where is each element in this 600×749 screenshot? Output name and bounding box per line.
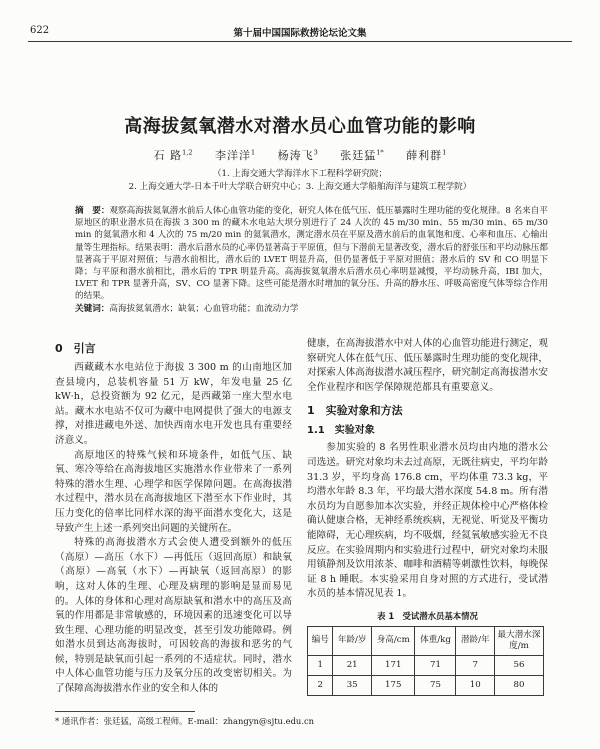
- author: [406, 149, 446, 162]
- table-header-cell: 最大潜水深度/m: [495, 626, 544, 655]
- table-caption: 表 1 受试潜水员基本情况: [377, 610, 478, 621]
- table-header-cell: 身高/cm: [371, 626, 415, 655]
- table-cell: 171: [371, 655, 415, 675]
- author-affiliation-mark: 3: [313, 148, 318, 157]
- abstract: [75, 205, 548, 303]
- subsection-heading-subjects: 1.1 实验对象: [307, 425, 375, 437]
- table-cell: 1: [308, 655, 333, 675]
- abstract-label: 摘 要：: [75, 206, 110, 216]
- table-row: [308, 655, 544, 675]
- paragraph: 高原地区的特殊气候和环境条件，如低气压、缺氧、寒冷等给在高海拔地区实施潜水作业带来了一系列特殊的潜水生理、心理学和医学保障问题。在高海拔潜水过程中，潜水员在高海拔地区下潜至水下作业时，其压力变化的倍率比同样水深的海平面潜水变化大，这是导致产生上述一系列突出问题的关键所在。: [55, 449, 292, 534]
- table-cell: 75: [415, 675, 456, 695]
- author-name: 杨涛飞: [277, 149, 314, 162]
- paragraph-continuation: 健康，在高海拔潜水中对人体的心血管功能进行测定，观察研究人体在低气压、低压暴露时生理功能的变化规律，对探索人体高海拔潜水减压程序，研究制定高海拔潜水安全作业程序和医学保障规范都具有重要意义。: [307, 338, 548, 393]
- affiliations: [0, 168, 600, 194]
- table-cell: 21: [333, 655, 372, 675]
- right-column: [307, 337, 548, 697]
- author-affiliation-mark: 1: [251, 148, 256, 157]
- author-affiliation-mark: 1*: [376, 148, 384, 157]
- keywords-text: 高海拔氦氧潜水；缺氧；心血管功能；血流动力学: [109, 303, 299, 314]
- table-header-cell: 潜龄/年: [456, 626, 495, 655]
- section-heading-introduction: 0 引言: [55, 342, 96, 355]
- keywords: [75, 303, 548, 315]
- author: [215, 149, 255, 162]
- running-header: [28, 22, 572, 42]
- table-cell: 80: [495, 675, 544, 695]
- abstract-block: [75, 205, 548, 315]
- table-cell: 56: [495, 655, 544, 675]
- body-columns: [55, 337, 548, 697]
- paragraph: 西藏藏木水电站位于海拔 3 300 m 的山南地区加查县境内，总装机容量 51 万 kW，年发电量 25 亿 kW·h，总投资额为 92 亿元，是西藏第一座大型水电站。藏木水电站不仅可为藏中电网提供了强大的电源支撑，对推进藏电外送、加快西南水电开发也具有重要经济意义。: [55, 362, 292, 446]
- author: [278, 149, 318, 162]
- table-cell: 2: [308, 675, 333, 695]
- paragraph: 参加实验的 8 名男性职业潜水员均由内地的潜水公司选送。研究对象均未去过高原，无既往病史，平均年龄 31.3 岁，平均身高 176.8 cm，平均体重 73.3 kg，平均潜水年龄 8.3 年，平均最大潜水深度 54.8 m。所有潜水员均为自愿参加本次实验，并经正规体检中心严格体检确认健康合格，无神经系统疾病，无视觉、听觉及平衡功能障碍，无心理疾病，均不吸烟，经氦氧敏感实验无不良反应。在实验周期内和实验进行过程中，研究对象均未服用镇静剂及饮用浓茶、咖啡和酒精等刺激性饮料，每晚保证 8 h 睡眠。本实验采用自身对照的方式进行，受试潜水员的基本情况见表 1。: [307, 442, 548, 600]
- table-header-cell: 编号: [308, 626, 333, 655]
- paper-title: 高海拔氦氧潜水对潜水员心血管功能的影响: [124, 116, 476, 137]
- table-header-row: [308, 626, 544, 655]
- table-header-cell: 体重/kg: [415, 626, 456, 655]
- section-heading-methods: 1 实验对象和方法: [307, 404, 403, 418]
- author-name: 张廷猛: [340, 149, 377, 162]
- author-name: 薛利群: [406, 149, 443, 162]
- table-cell: 10: [456, 675, 495, 695]
- table-row: [308, 675, 544, 695]
- table-cell: 71: [415, 655, 456, 675]
- author: [340, 149, 383, 162]
- author-name: 李洋洋: [215, 149, 252, 162]
- keywords-label: 关键词：: [75, 303, 110, 314]
- affiliation-line: （1. 上海交通大学海洋水下工程科学研究院；: [212, 169, 388, 179]
- subject-info-table: [307, 626, 544, 696]
- footnote-divider: [55, 711, 195, 712]
- table-header-cell: 年龄/岁: [333, 626, 372, 655]
- proceedings-title: 第十届中国国际救捞论坛论文集: [233, 28, 367, 39]
- page-number: 622: [30, 25, 50, 36]
- table-cell: 175: [371, 675, 415, 695]
- left-column: [55, 337, 292, 697]
- table-cell: 7: [456, 655, 495, 675]
- author: [154, 149, 193, 162]
- table-cell: 35: [333, 675, 372, 695]
- author-affiliation-mark: 1: [442, 148, 447, 157]
- author-list: [0, 147, 600, 163]
- author-name: 石 路: [153, 149, 183, 162]
- author-affiliation-mark: 1,2: [182, 148, 193, 157]
- abstract-text: 观察高海拔氦氧潜水前后人体心血管功能的变化，研究人体在低气压、低压暴露时生理功能的变化规律。8 名来自平原地区的职业潜水员在海拔 3 300 m 的藏木水电站大坝分别进行了 24 人次的 45 m/30 min、55 m/30 min、65 m/30 min 的氦氧潜水和 4 人次的 75 m/20 min 的氦氧潜水，测定潜水员在平原及潜水前后的血氧饱和度、心率和血压、心输出量等生理指标。结果表明：潜水后潜水员的心率仍显著高于平原值，但与下潜前无显著改变，潜水后的舒张压和平均动脉压都显著高于平原对照值；与潜水前相比，潜水后的 LVET 明显升高，但仍显著低于平原对照值；潜水后的 SV 和 CO 明显下降；与平原和潜水前相比，潜水后的 TPR 明显升高。高海拔氦氧潜水后潜水员心率明显减慢，平均动脉升高，IBI 加大，LVET 和 TPR 显著升高，SV、CO 显著下降。这些可能是潜水时增加的氧分压、升高的静水压、呼吸高密度气体等综合作用的结果。: [75, 206, 548, 302]
- affiliation-line: 2. 上海交通大学-日本千叶大学联合研究中心；3. 上海交通大学船舶海洋与建筑工程学院）: [128, 182, 472, 192]
- paragraph: 特殊的高海拔潜水方式会使人遭受到额外的低压（高原）—高压（水下）—再低压（返回高原）和缺氧（高原）—高氧（水下）—再缺氧（返回高原）的影响，这对人体的生理、心理及病理的影响是显而易见的。人体的身体和心理对高原缺氧和潜水中的高压及高氧的作用都是非常敏感的，环境因素的迅速变化可以导致生理、心理功能的明显改变，甚至引发功能障碍。例如潜水员到达高海拔时，可因较高的海拔和恶劣的气候，特别是缺氧而引起一系列的不适症状。同时，潜水中人体心血管功能与压力及氧分压的改变密切相关。为了保障高海拔潜水作业的安全和人体的: [55, 537, 292, 695]
- corresponding-author-footnote: * 通讯作者：张廷猛，高级工程师。E-mail：zhangyn@sjtu.edu.cn: [55, 716, 315, 726]
